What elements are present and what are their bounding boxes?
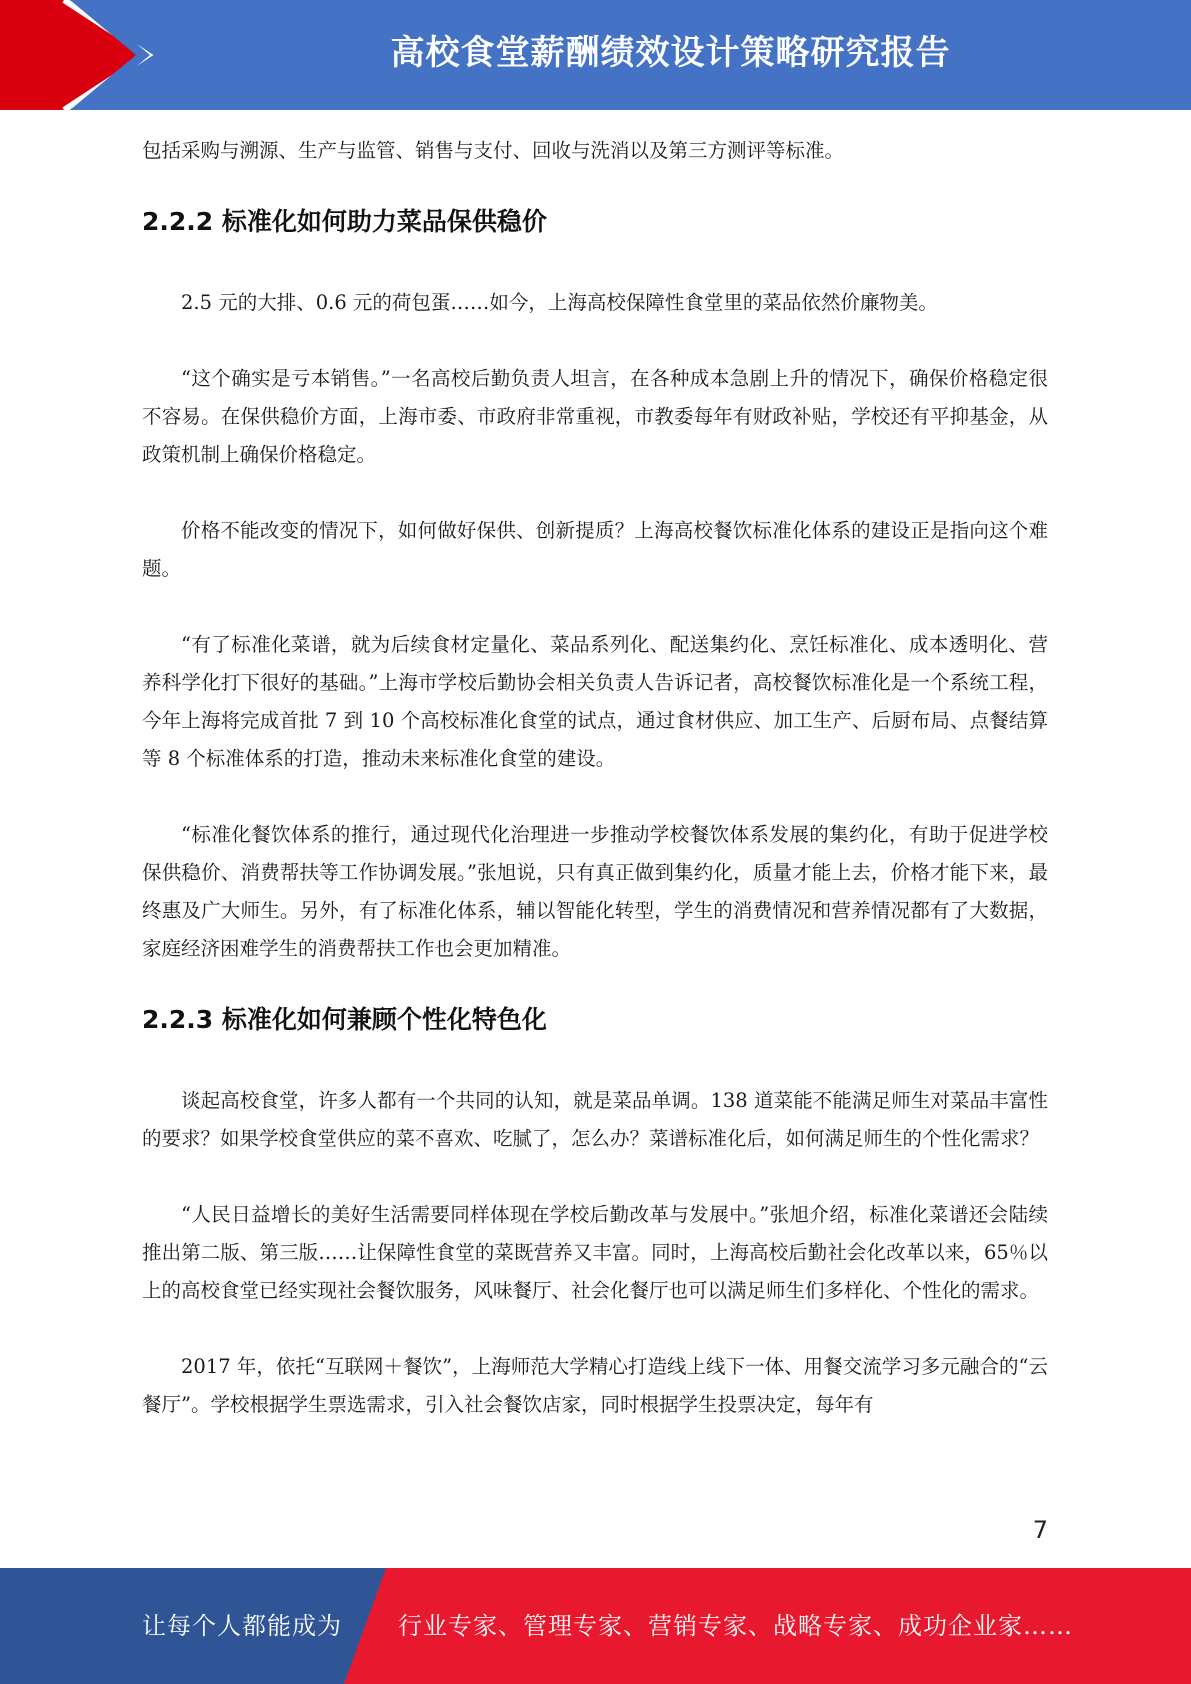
paragraph-4: “有了标准化菜谱，就为后续食材定量化、菜品系列化、配送集约化、烹饪标准化、成本透明化、营养科学化打下很好的基础。”上海市学校后勤协会相关负责人告诉记者，高校餐饮标准化是一个系统工程，今年上海将完成首批 7 到 10 个高校标准化食堂的试点，通过食材供应、加工生产、后厨布局、点餐结算等 8 个标准体系的打造，推动未来标准化食堂的建设。	[142, 633, 1048, 770]
paragraph-3: 价格不能改变的情况下，如何做好保供、创新提质？上海高校餐饮标准化体系的建设正是指向这个难题。	[142, 519, 1048, 580]
section-heading-2-2-3: 2.2.3 标准化如何兼顾个性化特色化	[142, 1005, 547, 1034]
footer-slogan-right: 行业专家、管理专家、营销专家、战略专家、成功企业家……	[398, 1612, 1073, 1640]
page-footer	[0, 1568, 1191, 1684]
page-header	[0, 0, 1191, 110]
section-heading-2-2-2: 2.2.2 标准化如何助力菜品保供稳价	[142, 207, 547, 236]
paragraph-6: 谈起高校食堂，许多人都有一个共同的认知，就是菜品单调。138 道菜能不能满足师生对菜品丰富性的要求？如果学校食堂供应的菜不喜欢、吃腻了，怎么办？菜谱标准化后，如何满足师生的个性化需求？	[142, 1089, 1048, 1150]
document-body	[142, 132, 1048, 1424]
report-title: 高校食堂薪酬绩效设计策略研究报告	[390, 33, 951, 73]
footer-slogan-left: 让每个人都能成为	[142, 1612, 342, 1640]
page-number: 7	[1032, 1516, 1048, 1544]
paragraph-1: 2.5 元的大排、0.6 元的荷包蛋……如今，上海高校保障性食堂里的菜品依然价廉物美。	[181, 291, 938, 314]
intro-paragraph: 包括采购与溯源、生产与监管、销售与支付、回收与洗消以及第三方测评等标准。	[142, 139, 845, 162]
paragraph-7: “人民日益增长的美好生活需要同样体现在学校后勤改革与发展中。”张旭介绍，标准化菜谱还会陆续推出第二版、第三版……让保障性食堂的菜既营养又丰富。同时，上海高校后勤社会化改革以来，65％以上的高校食堂已经实现社会餐饮服务，风味餐厅、社会化餐厅也可以满足师生们多样化、个性化的需求。	[142, 1203, 1048, 1302]
paragraph-5: “标准化餐饮体系的推行，通过现代化治理进一步推动学校餐饮体系发展的集约化，有助于促进学校保供稳价、消费帮扶等工作协调发展。”张旭说，只有真正做到集约化，质量才能上去，价格才能下来，最终惠及广大师生。另外，有了标准化体系，辅以智能化转型，学生的消费情况和营养情况都有了大数据，家庭经济困难学生的消费帮扶工作也会更加精准。	[142, 823, 1048, 960]
paragraph-8: 2017 年，依托“互联网＋餐饮”，上海师范大学精心打造线上线下一体、用餐交流学习多元融合的“云餐厅”。学校根据学生票选需求，引入社会餐饮店家，同时根据学生投票决定，每年有	[142, 1355, 1048, 1416]
paragraph-2: “这个确实是亏本销售。”一名高校后勤负责人坦言，在各种成本急剧上升的情况下，确保价格稳定很不容易。在保供稳价方面，上海市委、市政府非常重视，市教委每年有财政补贴，学校还有平抑基金，从政策机制上确保价格稳定。	[142, 367, 1048, 466]
